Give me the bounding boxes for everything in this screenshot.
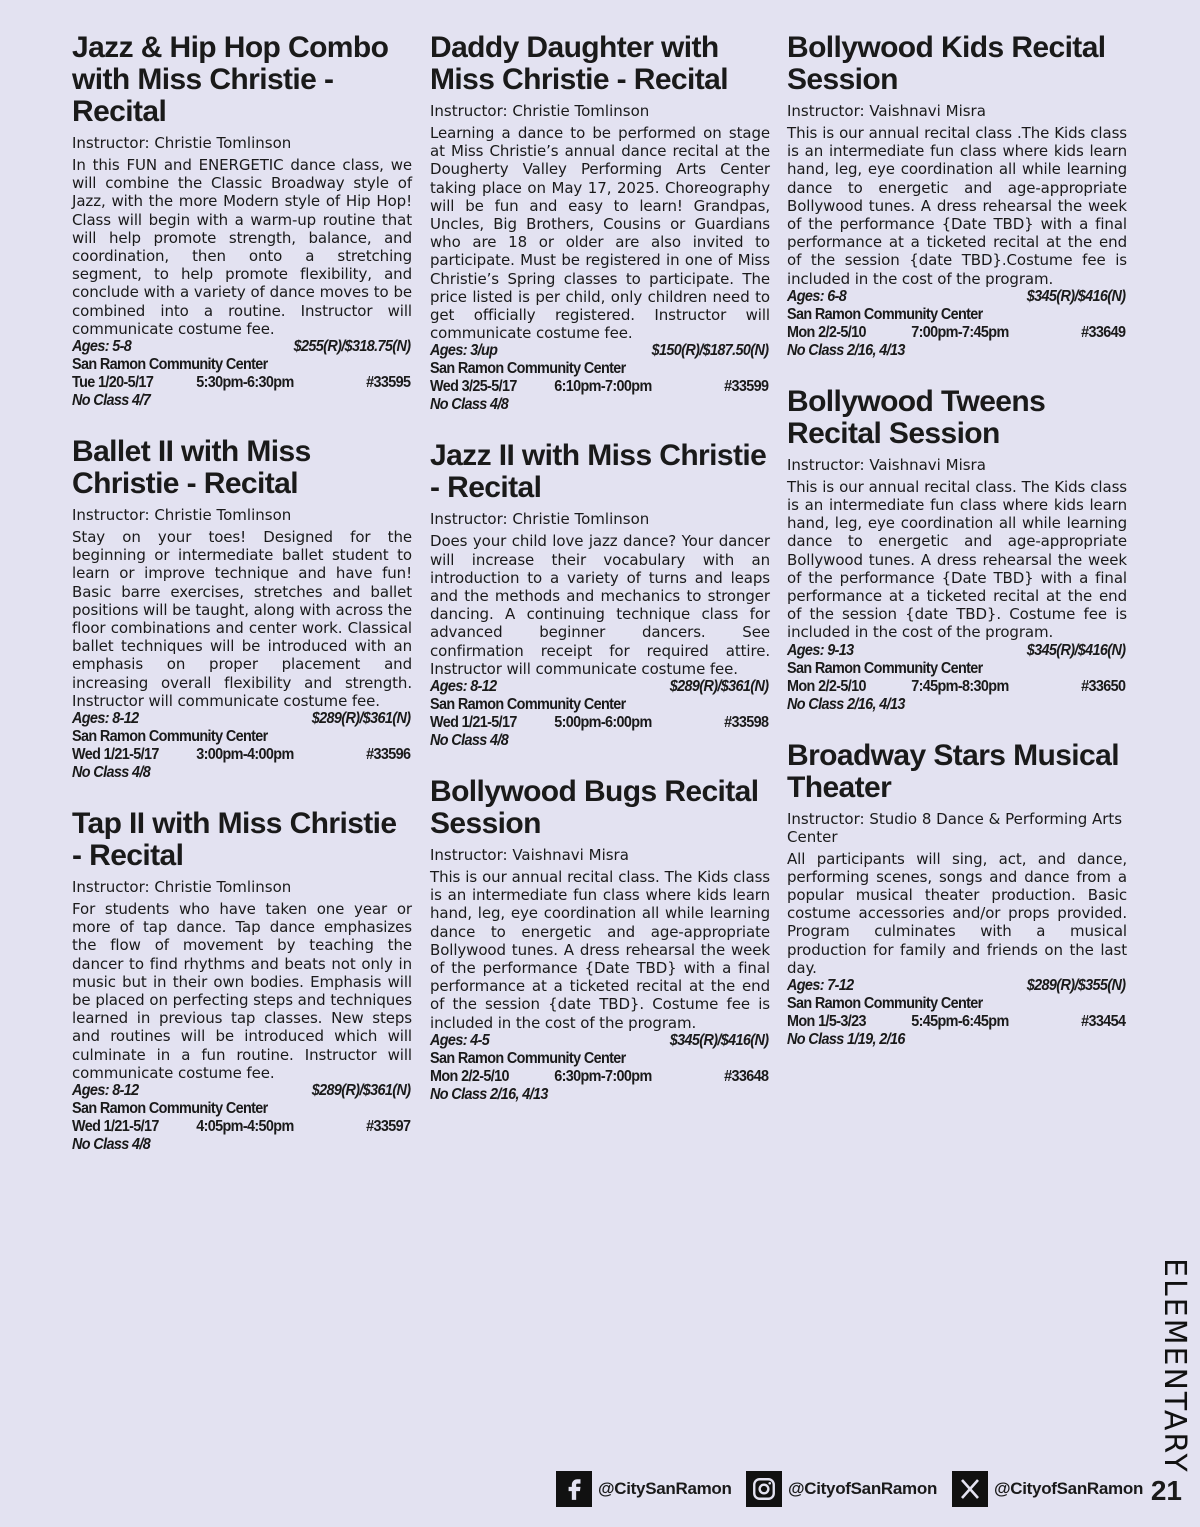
course-title: Jazz & Hip Hop Combo with Miss Christie - Recital (72, 31, 389, 128)
course-code: #33648 (724, 1067, 769, 1085)
course-location: San Ramon Community Center (430, 1049, 626, 1067)
course-time: 7:45pm-8:30pm (911, 677, 1009, 695)
x-handle: @CityofSanRamon (994, 1479, 1144, 1498)
instagram-handle: @CityofSanRamon (788, 1479, 938, 1498)
course-description: This is our annual recital class .The Kids class is an intermediate fun class where kids learn hand, leg, eye coordination all while learning dance to energetic and age-appropriate Bollywood tunes. A dress rehearsal the week of the performance {Date TBD} with a final performance at a ticketed recital at the end of the session {date TBD}.Costume fee is included in the cost of the program. (787, 124, 1127, 288)
course-title: Broadway Stars Musical Theater (787, 738, 1119, 804)
course-price: $345(R)/$416(N) (1026, 287, 1126, 305)
facebook-icon (556, 1471, 592, 1507)
course-location: San Ramon Community Center (787, 305, 983, 323)
section-label: ELEMENTARY (1157, 1258, 1192, 1474)
course-days: Wed 1/21-5/17 (72, 746, 159, 764)
course-code: #33599 (724, 378, 769, 396)
course-days: Wed 1/21-5/17 (430, 714, 517, 732)
course-price: $289(R)/$361(N) (669, 678, 769, 696)
instagram-link[interactable] (746, 1471, 937, 1507)
column-left (72, 32, 412, 1180)
course-noclass: No Class 4/7 (72, 392, 151, 410)
course-noclass: No Class 4/8 (430, 396, 509, 414)
column-right (787, 32, 1127, 1075)
course-instructor: Instructor: Christie Tomlinson (72, 506, 292, 525)
course-days: Wed 3/25-5/17 (430, 378, 517, 396)
course-days: Wed 1/21-5/17 (72, 1118, 159, 1136)
course-days: Mon 1/5-3/23 (787, 1013, 866, 1031)
course-description: This is our annual recital class. The Kids class is an intermediate fun class where kids learn hand, leg, eye coordination all while learning dance to energetic and age-appropriate Bollywood tunes. A dress rehearsal the week of the performance {Date TBD} with a final performance at a ticketed recital at the end of the session {date TBD}. Costume fee is included in the cost of the program. (787, 477, 1127, 642)
course-noclass: No Class 4/8 (72, 1136, 151, 1154)
facebook-handle: @CitySanRamon (598, 1479, 732, 1498)
course-instructor: Instructor: Vaishnavi Misra (430, 846, 629, 865)
x-link[interactable] (952, 1471, 1143, 1507)
course-meta (430, 678, 768, 750)
course-instructor: Instructor: Christie Tomlinson (430, 510, 650, 529)
course-time: 5:45pm-6:45pm (911, 1013, 1009, 1031)
course-ages: Ages: 4-5 (430, 1031, 490, 1049)
course-code: #33650 (1081, 677, 1126, 695)
course-listing (787, 32, 1127, 360)
course-time: 4:05pm-4:50pm (196, 1118, 294, 1136)
course-location: San Ramon Community Center (72, 728, 268, 746)
course-description: For students who have taken one year or more of tap dance. Tap dance emphasizes the flow of movement by teaching the dancer to find rhythms and beats not only in music but in their own bodies. Emphasis will be placed on perfecting steps and techniques learned in previous tap classes. New steps and routines will be introduced which will culminate in a fun routine. Instructor will communicate costume fee. (72, 900, 412, 1082)
course-meta (430, 342, 768, 414)
course-noclass: No Class 4/8 (72, 764, 151, 782)
course-time: 6:30pm-7:00pm (554, 1067, 652, 1085)
course-instructor: Instructor: Christie Tomlinson (430, 102, 650, 120)
course-noclass: No Class 2/16, 4/13 (787, 341, 905, 359)
course-ages: Ages: 8-12 (72, 710, 139, 728)
course-ages: Ages: 7-12 (787, 977, 854, 995)
course-listing (72, 808, 412, 1154)
course-noclass: No Class 2/16, 4/13 (787, 695, 905, 713)
course-time: 3:00pm-4:00pm (196, 746, 294, 764)
course-location: San Ramon Community Center (430, 360, 626, 378)
column-middle (430, 32, 770, 1130)
course-days: Mon 2/2-5/10 (430, 1067, 509, 1085)
course-meta (72, 338, 410, 410)
course-ages: Ages: 3/up (430, 342, 498, 360)
course-description: All participants will sing, act, and dance, performing scenes, songs and dance from a popular musical theater production. Basic costume accessories and/or props provided. Program culminates with a musical production for family and friends on the last day. (787, 849, 1127, 977)
course-price: $345(R)/$416(N) (669, 1031, 769, 1049)
course-ages: Ages: 6-8 (787, 287, 847, 305)
course-instructor: Instructor: Christie Tomlinson (72, 134, 292, 152)
course-title: Bollywood Bugs Recital Session (430, 775, 759, 841)
course-listing (430, 776, 770, 1104)
course-title: Daddy Daughter with Miss Christie - Recital (430, 31, 728, 96)
course-price: $255(R)/$318.75(N) (293, 338, 411, 356)
course-noclass: No Class 4/8 (430, 732, 509, 750)
course-title: Bollywood Tweens Recital Session (787, 384, 1046, 450)
social-footer (556, 1471, 1196, 1511)
course-listing (430, 440, 770, 750)
course-location: San Ramon Community Center (72, 1100, 268, 1118)
course-price: $289(R)/$361(N) (311, 1082, 411, 1100)
course-time: 5:30pm-6:30pm (196, 374, 294, 392)
course-meta (787, 977, 1125, 1049)
course-location: San Ramon Community Center (72, 356, 268, 374)
course-code: #33454 (1081, 1013, 1126, 1031)
instagram-icon (746, 1471, 782, 1507)
course-instructor: Instructor: Vaishnavi Misra (787, 102, 986, 120)
course-listing (787, 740, 1127, 1049)
facebook-link[interactable] (556, 1471, 732, 1507)
course-ages: Ages: 8-12 (72, 1082, 139, 1100)
course-listing (72, 436, 412, 782)
course-title: Tap II with Miss Christie - Recital (72, 807, 397, 873)
course-description: In this FUN and ENERGETIC dance class, we will combine the Classic Broadway style of Jazz, with the more Modern style of Hip Hop! Class will begin with a warm-up routine that will help promote strength, balance, and coordination, then onto a stretching segment, to help promote flexibility, and conclude with a variety of dance moves to be combined into a routine. Instructor will communicate costume fee. (72, 156, 412, 338)
course-instructor: Instructor: Vaishnavi Misra (787, 455, 986, 474)
course-description: Stay on your toes! Designed for the beginning or intermediate ballet student to learn or improve technique and have fun! Basic barre exercises, stretches and ballet positions will be taught, along with across the floor combinations and center work. Classical ballet techniques will be introduced with an emphasis on proper placement and increasing overall flexibility and strength. Instructor will communicate costume fee. (72, 528, 412, 710)
course-days: Mon 2/2-5/10 (787, 677, 866, 695)
course-ages: Ages: 8-12 (430, 678, 497, 696)
course-noclass: No Class 1/19, 2/16 (787, 1031, 905, 1049)
course-time: 5:00pm-6:00pm (554, 714, 652, 732)
course-instructor: Instructor: Christie Tomlinson (72, 878, 292, 897)
course-price: $345(R)/$416(N) (1026, 641, 1126, 659)
course-listing (787, 386, 1127, 714)
x-icon (952, 1471, 988, 1507)
course-title: Bollywood Kids Recital Session (787, 31, 1106, 96)
course-price: $150(R)/$187.50(N) (651, 342, 769, 360)
course-price: $289(R)/$361(N) (311, 710, 411, 728)
course-days: Mon 2/2-5/10 (787, 323, 866, 341)
course-code: #33649 (1081, 323, 1126, 341)
course-meta (787, 288, 1125, 360)
course-description: Does your child love jazz dance? Your dancer will increase their vocabulary with an introduction to a variety of turns and leaps and the methods and mechanics to stronger dancing. A continuing technique class for advanced beginner dancers. See confirmation receipt for required attire. Instructor will communicate costume fee. (430, 532, 770, 678)
course-noclass: No Class 2/16, 4/13 (430, 1085, 548, 1103)
course-price: $289(R)/$355(N) (1026, 977, 1126, 995)
course-meta (787, 642, 1125, 714)
course-instructor: Instructor: Studio 8 Dance & Performing Arts Center (787, 809, 1123, 846)
course-time: 6:10pm-7:00pm (554, 378, 652, 396)
course-meta (72, 710, 410, 782)
course-code: #33595 (366, 374, 411, 392)
course-ages: Ages: 5-8 (72, 338, 132, 356)
course-description: This is our annual recital class. The Kids class is an intermediate fun class where kids learn hand, leg, eye coordination all while learning dance to energetic and age-appropriate Bollywood tunes. A dress rehearsal the week of the performance {Date TBD} with a final performance at a ticketed recital at the end of the session {date TBD}. Costume fee is included in the cost of the program. (430, 868, 770, 1032)
course-code: #33596 (366, 746, 411, 764)
course-days: Tue 1/20-5/17 (72, 374, 154, 392)
course-location: San Ramon Community Center (787, 659, 983, 677)
course-title: Ballet II with Miss Christie - Recital (72, 435, 311, 501)
course-code: #33598 (724, 714, 769, 732)
course-meta (72, 1082, 410, 1154)
course-title: Jazz II with Miss Christie - Recital (430, 439, 767, 505)
course-code: #33597 (366, 1118, 411, 1136)
course-listing (430, 32, 770, 414)
course-location: San Ramon Community Center (787, 995, 983, 1013)
course-meta (430, 1032, 768, 1104)
page-number: 21 (1150, 1475, 1182, 1506)
course-location: San Ramon Community Center (430, 696, 626, 714)
course-ages: Ages: 9-13 (787, 641, 854, 659)
course-description: Learning a dance to be performed on stage at Miss Christie’s annual dance recital at the Dougherty Valley Performing Arts Center taking place on May 17, 2025. Choreography will be fun and easy to learn! Grandpas, Uncles, Big Brothers, Cousins or Guardians who are 18 or older are also invited to participate. Must be registered in one of Miss Christie’s Spring classes to participate. The price listed is per child, only children need to get officially registered. Instructor will communicate costume fee. (430, 124, 770, 343)
course-listing (72, 32, 412, 410)
course-time: 7:00pm-7:45pm (911, 323, 1009, 341)
